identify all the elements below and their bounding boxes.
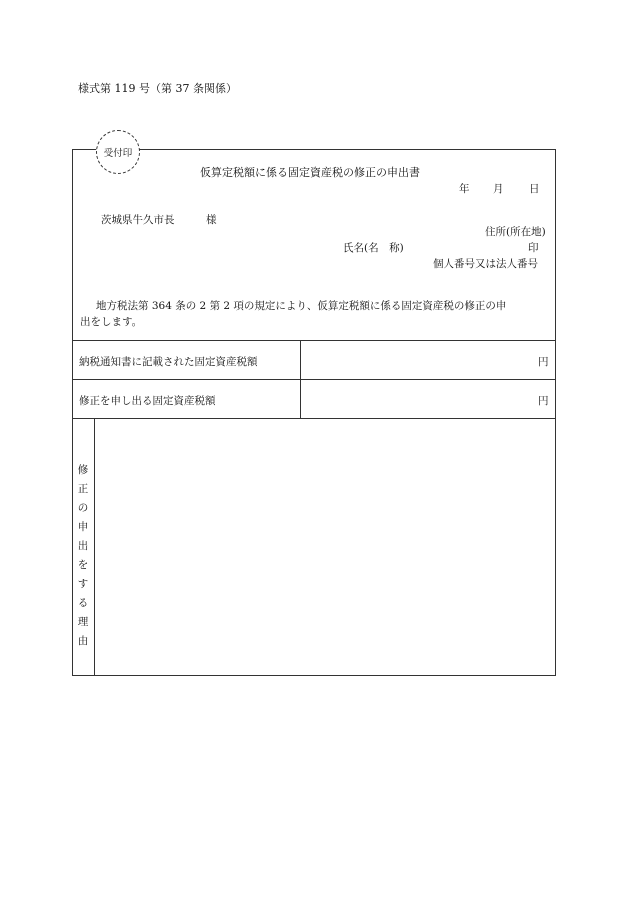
stamp-label: 受付印 [103,148,133,159]
personal-number-label: 個人番号又は法人番号 [433,258,538,270]
reason-label-char: 修 [77,464,89,476]
addressee-suffix: 様 [206,214,217,226]
column-divider [300,340,301,418]
reason-label-char: 申 [77,521,89,533]
divider-line [72,418,556,419]
date-month-label: 月 [493,183,504,195]
seal-label: 印 [528,242,539,254]
reason-label-char: を [77,559,89,571]
reason-label-char: す [77,578,89,590]
reception-stamp-area [96,130,140,174]
reason-label-char: 理 [77,616,89,628]
column-divider [94,418,95,676]
body-text-line-1: 地方税法第 364 条の 2 第 2 項の規定により、仮算定税額に係る固定資産税の修正の申 [96,300,507,312]
address-label: 住所(所在地) [485,226,546,238]
reason-label-char: 由 [77,635,89,647]
reason-label-char: 出 [77,540,89,552]
body-text-line-2: 出をします。 [80,316,143,328]
reason-label-char: る [77,597,89,609]
requested-tax-label: 修正を申し出る固定資産税額 [79,395,216,407]
date-day-label: 日 [529,183,540,195]
divider-line [72,379,556,380]
reason-input-area[interactable] [96,420,554,674]
divider-line [72,340,556,341]
date-year-label: 年 [459,183,470,195]
form-title: 仮算定税額に係る固定資産税の修正の申出書 [200,166,420,179]
reason-label-char: の [77,502,89,514]
requested-tax-unit: 円 [538,395,549,407]
reason-label-char: 正 [77,483,89,495]
notified-tax-label: 納税通知書に記載された固定資産税額 [79,356,258,368]
name-label: 氏名(名 称) [343,242,404,254]
notified-tax-unit: 円 [538,356,549,368]
addressee: 茨城県牛久市長 [101,214,175,226]
form-number: 様式第 119 号（第 37 条関係） [78,82,237,95]
